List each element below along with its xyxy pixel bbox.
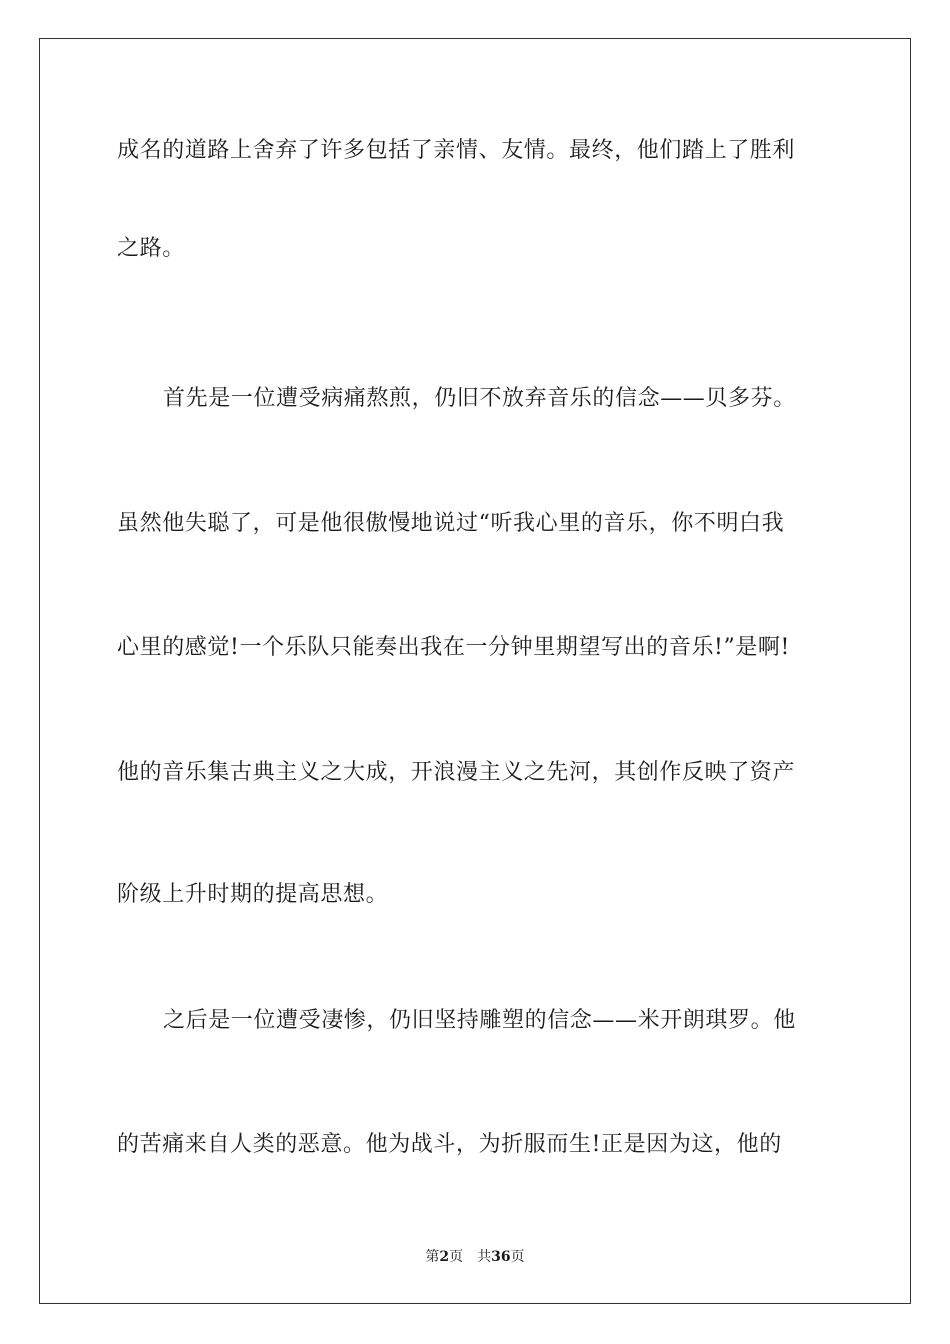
page-prefix: 第 — [425, 1249, 440, 1265]
paragraph-line: 之后是一位遭受凄惨，仍旧坚持雕塑的信念——米开朗琪罗。他 — [163, 1008, 796, 1033]
page-number: 2 — [439, 1249, 450, 1265]
page-footer — [0, 1248, 950, 1266]
paragraph-line: 他的音乐集古典主义之大成，开浪漫主义之先河，其创作反映了资产 — [117, 760, 796, 785]
total-prefix: 共 — [477, 1249, 492, 1265]
paragraph-line: 阶级上升时期的提高思想。 — [117, 882, 389, 907]
page-suffix: 页 — [449, 1249, 464, 1265]
paragraph-line: 的苦痛来自人类的恶意。他为战斗，为折服而生!正是因为这，他的 — [117, 1132, 782, 1157]
total-suffix: 页 — [510, 1249, 525, 1265]
paragraph-line: 之路。 — [117, 236, 185, 261]
paragraph-line: 成名的道路上舍弃了许多包括了亲情、友情。最终，他们踏上了胜利 — [117, 138, 796, 163]
paragraph-line: 首先是一位遭受病痛熬煎，仍旧不放弃音乐的信念——贝多芬。 — [163, 386, 796, 411]
total-pages: 36 — [491, 1249, 511, 1265]
paragraph-line: 心里的感觉!一个乐队只能奏出我在一分钟里期望写出的音乐!”是啊! — [117, 635, 790, 660]
paragraph-line: 虽然他失聪了，可是他很傲慢地说过“听我心里的音乐，你不明白我 — [117, 511, 785, 536]
page-border — [39, 38, 911, 1304]
